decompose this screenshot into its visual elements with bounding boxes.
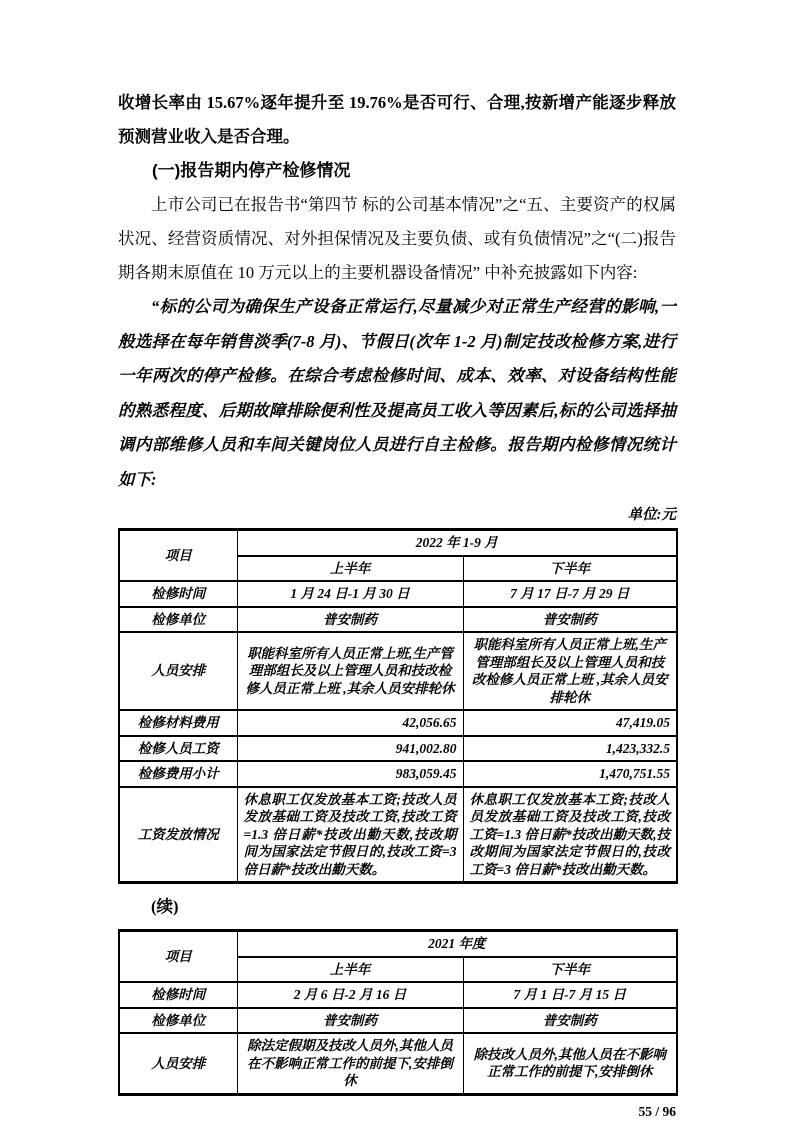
row-label: 检修单位 [119,1008,237,1034]
table-row [119,736,677,762]
row-label: 检修单位 [119,607,237,633]
cell-value: 42,056.65 [237,710,463,736]
paragraph-growth-rate: 收增长率由 15.67%逐年提升至 19.76%是否可行、合理,按新增产能逐步释放预测营业收入是否合理。 [118,93,676,146]
section-heading-maintenance: (一)报告期内停产检修情况 [152,161,351,180]
cell-value: 7 月 1 日-7 月 15 日 [463,982,677,1008]
row-label: 人员安排 [119,1033,237,1094]
cell-value: 1,423,332.5 [463,736,677,762]
header-second-half: 下半年 [463,556,677,582]
table-row [119,710,677,736]
cell-value: 除技改人员外,其他人员在不影响正常工作的前提下,安排倒休 [463,1033,677,1094]
table-row [119,1033,677,1094]
unit-label: 单位:元 [627,507,676,523]
cell-value: 休息职工仅发放基本工资;技改人员发放基础工资及技改工资,技改工资=1.3 倍日薪*技改出勤天数,技改期间为国家法定节假日的,技改工资=3 倍日薪*技改出勤天数。 [463,787,677,883]
table-row [119,1008,677,1034]
cell-value: 普安制药 [463,1008,677,1034]
paragraph-disclosure-reference: 上市公司已在报告书“第四节 标的公司基本情况”之“五、主要资产的权属状况、经营资质情况、对外担保情况及主要负债、或有负债情况”之“(二)报告期各期末原值在 10 万元以上的主要机器设备情况” 中补充披露如下内容: [118,195,676,282]
row-label: 工资发放情况 [119,787,237,883]
cell-value: 983,059.45 [237,761,463,787]
cell-value: 1 月 24 日-1 月 30 日 [237,581,463,607]
row-label: 检修人员工资 [119,736,237,762]
maintenance-table-2021 [118,929,678,1096]
cell-value: 941,002.80 [237,736,463,762]
table-header-row [119,931,677,957]
paragraph-quoted-disclosure: “标的公司为确保生产设备正常运行,尽量减少对正常生产经营的影响,一般选择在每年销售淡季(7-8 月)、节假日(次年 1-2 月)制定技改检修方案,进行一年两次的停产检修。在综合考虑检修时间、成本、效率、对设备结构性能的熟悉程度、后期故障排除便利性及提高员工收入等因素后,标的公司选择抽调内部维修人员和车间关键岗位人员进行自主检修。报告期内检修情况统计如下: [118,297,676,489]
continuation-label: (续) [151,897,179,916]
header-first-half: 上半年 [237,957,463,983]
cell-value: 47,419.05 [463,710,677,736]
row-label: 检修费用小计 [119,761,237,787]
header-col-item: 项目 [119,931,237,983]
cell-value: 除法定假期及技改人员外,其他人员在不影响正常工作的前提下,安排倒休 [237,1033,463,1094]
cell-value: 休息职工仅发放基本工资;技改人员发放基础工资及技改工资,技改工资=1.3 倍日薪*技改出勤天数,技改期间为国家法定节假日的,技改工资=3 倍日薪*技改出勤天数。 [237,787,463,883]
row-label: 人员安排 [119,632,237,710]
table-header-row [119,530,677,556]
table-row [119,581,677,607]
table-row [119,632,677,710]
cell-value: 2 月 6 日-2 月 16 日 [237,982,463,1008]
table-row [119,787,677,883]
row-label: 检修时间 [119,581,237,607]
header-col-item: 项目 [119,530,237,582]
cell-value: 普安制药 [237,1008,463,1034]
row-label: 检修材料费用 [119,710,237,736]
header-first-half: 上半年 [237,556,463,582]
cell-value: 职能科室所有人员正常上班,生产管理部组长及以上管理人员和技改检修人员正常上班 ,其余人员安排轮休 [237,632,463,710]
table-row [119,982,677,1008]
header-period-2021: 2021 年度 [237,931,677,957]
table-row [119,761,677,787]
row-label: 检修时间 [119,982,237,1008]
cell-value: 7 月 17 日-7 月 29 日 [463,581,677,607]
header-period-2022: 2022 年 1-9 月 [237,530,677,556]
page-number: 55 / 96 [638,1103,676,1119]
cell-value: 普安制药 [463,607,677,633]
cell-value: 职能科室所有人员正常上班,生产管理部组长及以上管理人员和技改检修人员正常上班 ,其余人员安排轮休 [463,632,677,710]
cell-value: 普安制药 [237,607,463,633]
cell-value: 1,470,751.55 [463,761,677,787]
table-row [119,607,677,633]
header-second-half: 下半年 [463,957,677,983]
maintenance-table-2022 [118,528,678,884]
